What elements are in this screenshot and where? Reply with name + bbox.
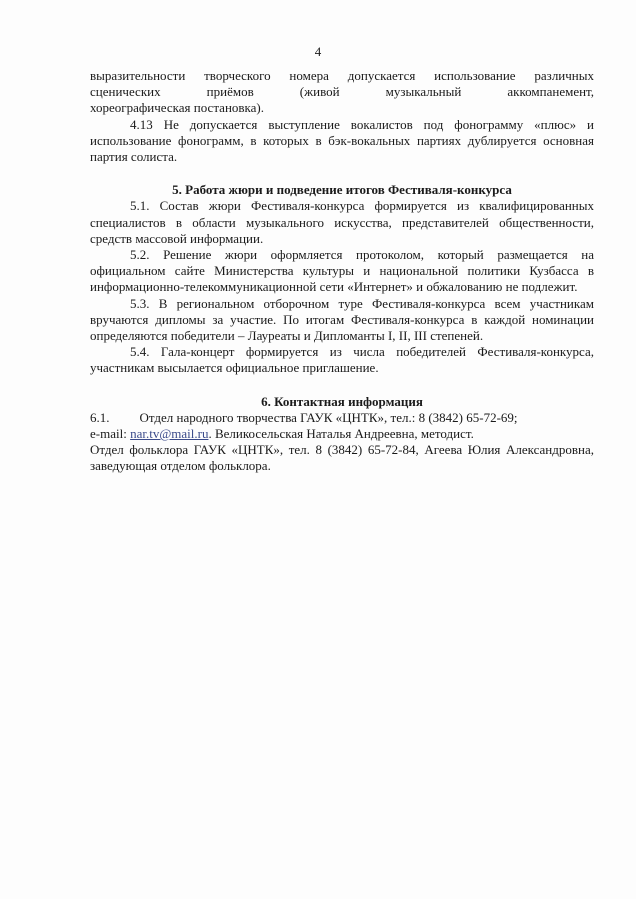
paragraph-5-4: 5.4. Гала-концерт формируется из числа победителей Фестиваля-конкурса, участникам высылается официальное приглашение. (90, 344, 594, 376)
email-link[interactable]: nar.tv@mail.ru (130, 426, 209, 442)
paragraph-4-12-line-1: выразительности творческого номера допускается использование различных (90, 68, 594, 83)
item-number: 6.1. (90, 409, 110, 425)
page-number: 4 (314, 44, 322, 59)
contact-line-2 (90, 426, 594, 442)
paragraph-4-13: 4.13 Не допускается выступление вокалистов под фонограмму «плюс» и использование фонограмм, в которых в бэк-вокальных партиях дублируется основная партия солиста. (90, 116, 594, 165)
paragraph-4-12-line-3: хореографическая постановка). (90, 100, 265, 116)
folklore-contact: Отдел фольклора ГАУК «ЦНТК», тел. 8 (3842) 65-72-84, Агеева Юлия Александровна, заведующая отделом фольклора. (90, 442, 594, 474)
paragraph-5-3: 5.3. В региональном отборочном туре Фестиваля-конкурса всем участникам вручаются дипломы за участие. По итогам Фестиваля-конкурса в каждой номинации определяются победители – Лауреаты и Дипломанты I, II, III степеней. (90, 295, 594, 344)
paragraph-5-1: 5.1. Состав жюри Фестиваля-конкурса формируется из квалифицированных специалистов в области музыкального искусства, представителей общественности, средств массовой информации. (90, 198, 594, 246)
paragraph-4-12-line-2: сценических приёмов (живой музыкальный аккомпанемент, (90, 84, 594, 100)
contact-department: Отдел народного творчества ГАУК «ЦНТК», тел.: 8 (3842) 65-72-69; (139, 409, 518, 425)
contact-person: . Великосельская Наталья Андреевна, методист. (208, 426, 474, 442)
email-label: e-mail: (90, 426, 127, 442)
paragraph-5-2: 5.2. Решение жюри оформляется протоколом, который размещается на официальном сайте Министерства культуры и национальной политики Кузбасса в информационно-телекоммуникационной сети «Интернет» и обжалованию не подлежит. (90, 247, 594, 295)
section-5-title: 5. Работа жюри и подведение итогов Фестиваля-конкурса (172, 182, 512, 198)
section-6-title: 6. Контактная информация (261, 393, 423, 409)
document-body (90, 68, 594, 475)
contact-line-1 (90, 410, 594, 426)
